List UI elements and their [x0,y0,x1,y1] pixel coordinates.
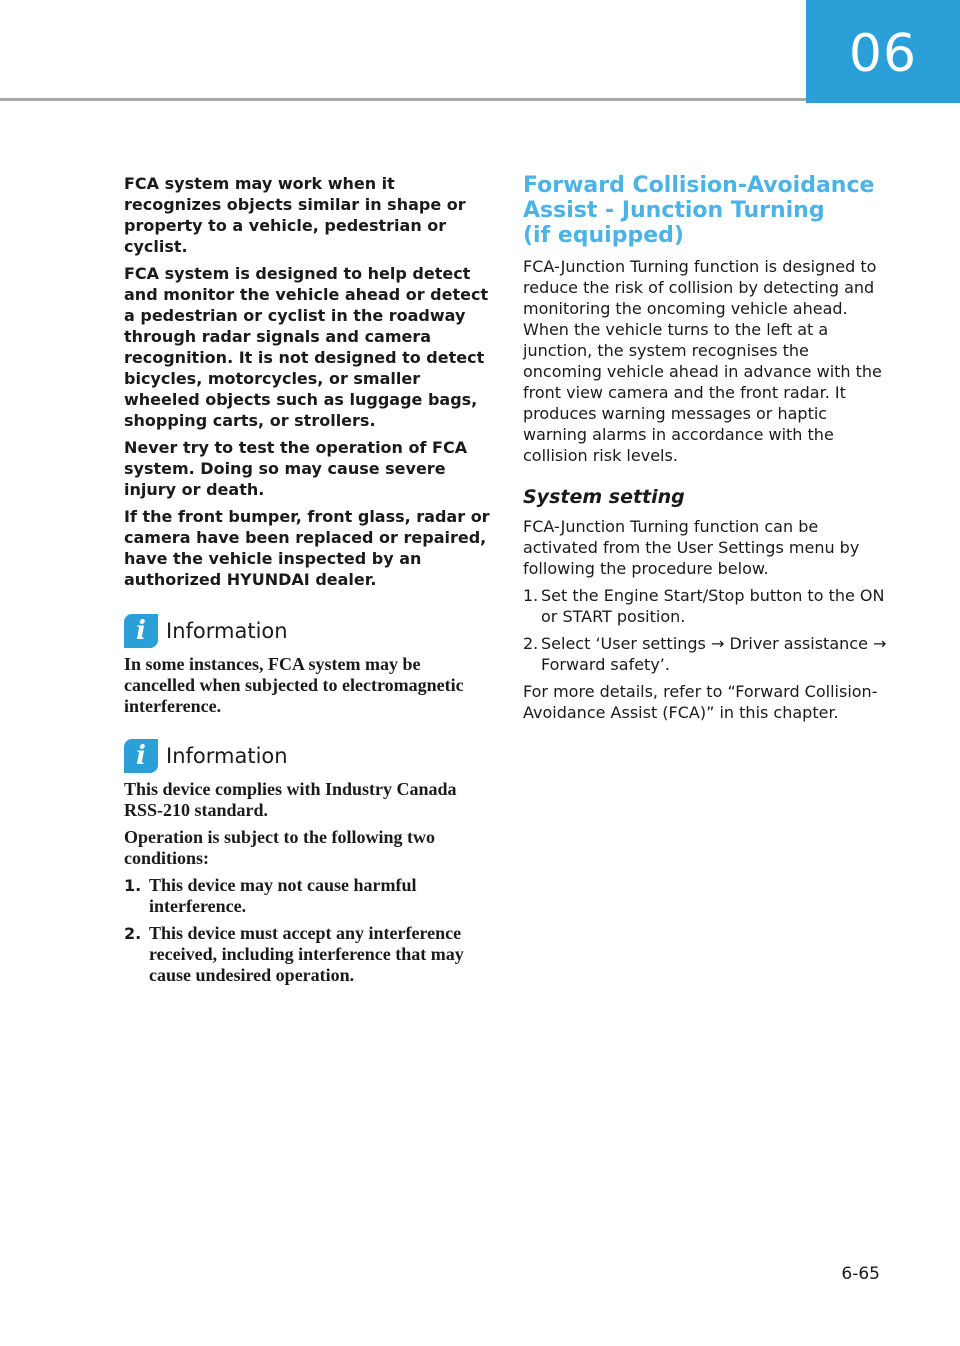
list-text: This device must accept any interference received, including interference that may cause undesired operation. [149,923,464,985]
step-text: Set the Engine Start/Stop button to the ON or START position. [541,586,885,626]
information-title: Information [166,619,288,643]
subsection-title: System setting [523,486,685,508]
page-number: 6-65 [841,1264,880,1284]
warning-paragraph: FCA system is designed to help detect and monitor the vehicle ahead or detect a pedestrian or cyclist in the roadway through radar signals and camera recognition. It is not designed to detect bicycles, motorcycles, or smaller wheeled objects such as luggage bags, shopping carts, or strollers. [124,264,489,430]
list-number: 1. [124,876,142,895]
step-item [523,633,889,675]
chapter-tab [806,0,960,103]
information-text: This device complies with Industry Canada RSS-210 standard. [124,779,457,820]
section-title-line: Assist - Junction Turning [523,198,825,223]
right-column [523,173,889,729]
step-number: 1. [523,586,539,605]
info-icon: i [124,739,158,773]
information-text: Operation is subject to the following two conditions: [124,827,435,868]
step-text: Select ‘User settings → Driver assistance → Forward safety’. [541,634,887,674]
list-text: This device may not cause harmful interference. [149,875,417,916]
setting-paragraph: FCA-Junction Turning function can be activated from the User Settings menu by following the procedure below. [523,517,860,578]
info-icon: i [124,614,158,648]
information-header [124,737,490,775]
information-box-1 [124,612,490,717]
section-title-line: Forward Collision-Avoidance [523,173,875,198]
intro-paragraph: FCA-Junction Turning function is designed to reduce the risk of collision by detecting and monitoring the oncoming vehicle ahead. When the vehicle turns to the left at a junction, the system recognises the oncoming vehicle ahead in advance with the front view camera and the front radar. It produces warning messages or haptic warning alarms in accordance with the collision risk levels. [523,257,882,465]
list-item [124,875,490,917]
step-item [523,585,889,627]
warning-paragraph: If the front bumper, front glass, radar or camera have been replaced or repaired, have the vehicle inspected by an authorized HYUNDAI dealer. [124,507,490,589]
information-title: Information [166,744,288,768]
information-text: In some instances, FCA system may be cancelled when subjected to electromagnetic interference. [124,654,464,716]
step-number: 2. [523,634,539,653]
more-details-paragraph: For more details, refer to “Forward Collision-Avoidance Assist (FCA)” in this chapter. [523,682,878,722]
header-rule [0,98,806,101]
chapter-number: 06 [848,23,918,84]
list-number: 2. [124,924,142,943]
warning-paragraph: Never try to test the operation of FCA system. Doing so may cause severe injury or death. [124,438,468,499]
section-title [523,173,889,248]
information-box-2 [124,737,490,986]
conditions-list [124,875,490,986]
section-title-line: (if equipped) [523,223,684,248]
information-header [124,612,490,650]
warning-paragraph: FCA system may work when it recognizes objects similar in shape or property to a vehicle, pedestrian or cyclist. [124,174,466,256]
left-column [124,173,490,992]
list-item [124,923,490,986]
